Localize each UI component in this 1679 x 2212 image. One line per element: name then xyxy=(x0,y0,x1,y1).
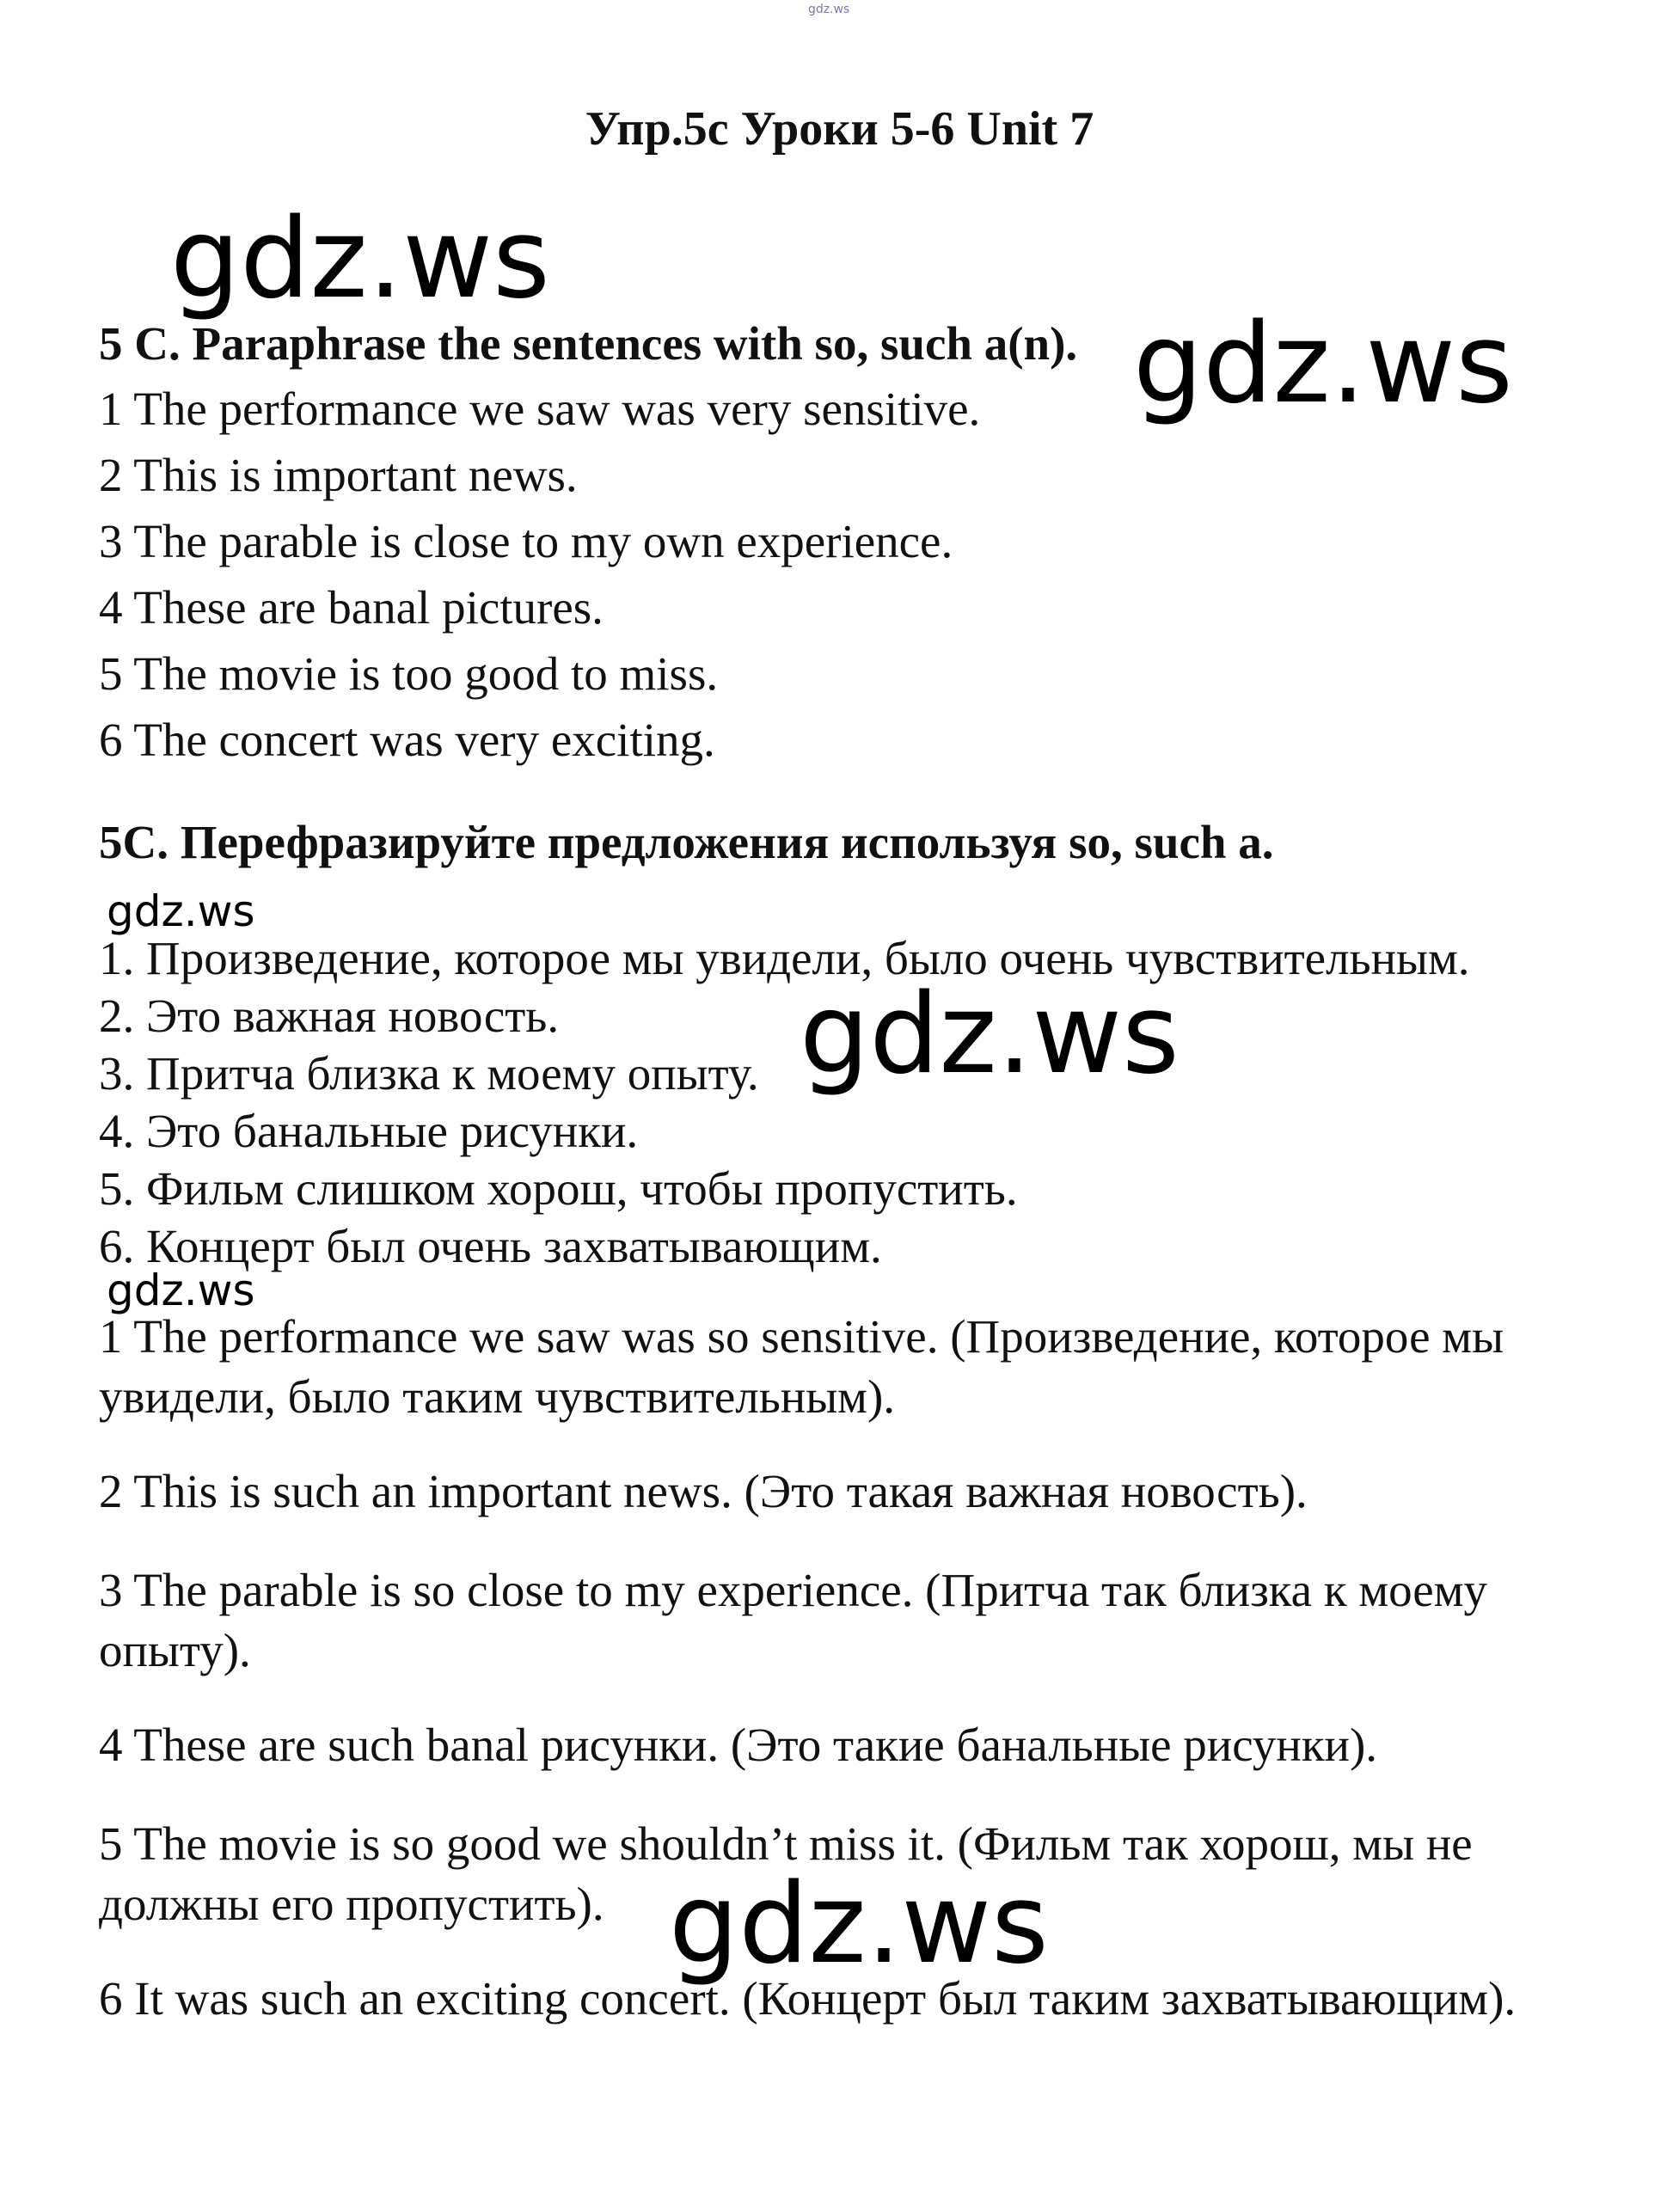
answer-5: 5 The movie is so good we shouldn’t miss it. (Фильм так хорош, мы не должны его пропустить). xyxy=(99,1817,1473,1930)
english-item-5: 5 The movie is too good to miss. xyxy=(99,647,719,700)
russian-item-1: 1. Произведение, которое мы увидели, было очень чувствительным. xyxy=(99,932,1470,984)
answer-6: 6 It was such an exciting concert. (Концерт был таким захватывающим). xyxy=(99,1972,1517,2025)
answer-3: 3 The parable is so close to my experience. (Притча так близка к моему опыту). xyxy=(99,1564,1488,1676)
watermark-5: gdz.ws xyxy=(107,1265,255,1315)
watermark-3: gdz.ws xyxy=(107,886,255,936)
watermark-1: gdz.ws xyxy=(170,195,550,323)
english-item-4: 4 These are banal pictures. xyxy=(99,581,604,634)
site-mark: gdz.ws xyxy=(808,3,850,16)
russian-item-5: 5. Фильм слишком хорош, чтобы пропустить. xyxy=(99,1162,1018,1215)
russian-item-6: 6. Концерт был очень захватывающим. xyxy=(99,1220,882,1272)
russian-item-4: 4. Это банальные рисунки. xyxy=(99,1105,639,1157)
watermark-2: gdz.ws xyxy=(1133,300,1513,428)
russian-item-3: 3. Притча близка к моему опыту. xyxy=(99,1047,759,1100)
russian-item-2: 2. Это важная новость. xyxy=(99,990,560,1042)
english-heading: 5 C. Paraphrase the sentences with so, such a(n). xyxy=(99,317,1078,370)
russian-heading: 5C. Перефразируйте предложения используя so, such a. xyxy=(99,816,1274,868)
english-item-1: 1 The performance we saw was very sensitive. xyxy=(99,383,981,435)
answer-2: 2 This is such an important news. (Это такая важная новость). xyxy=(99,1465,1308,1517)
english-item-2: 2 This is important news. xyxy=(99,449,578,501)
english-item-6: 6 The concert was very exciting. xyxy=(99,714,715,766)
watermark-4: gdz.ws xyxy=(800,971,1180,1099)
page-title: Упр.5с Уроки 5-6 Unit 7 xyxy=(585,102,1094,156)
answer-1: 1 The performance we saw was so sensitive. (Произведение, которое мы увидели, было таким чувствительным). xyxy=(99,1310,1504,1423)
watermark-6: gdz.ws xyxy=(669,1860,1049,1988)
answer-4: 4 These are such banal рисунки. (Это такие банальные рисунки). xyxy=(99,1719,1378,1771)
english-item-3: 3 The parable is close to my own experience. xyxy=(99,515,953,567)
